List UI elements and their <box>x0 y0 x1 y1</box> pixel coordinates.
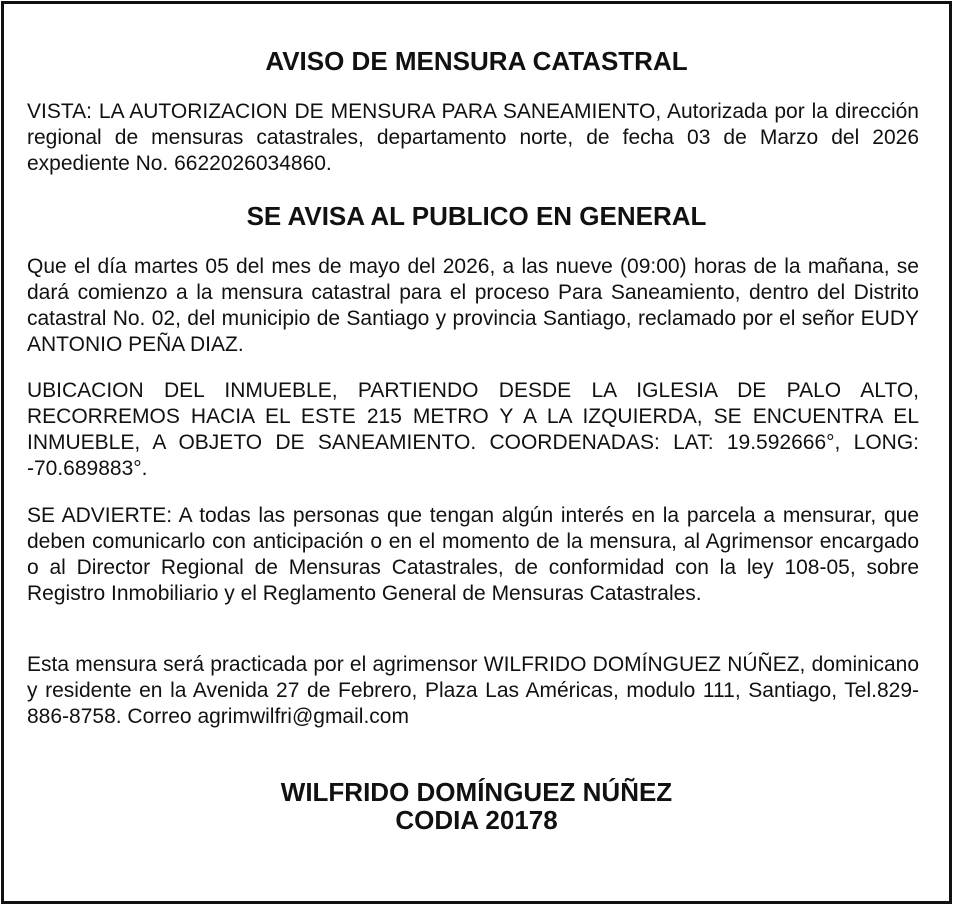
signature-name: WILFRIDO DOMÍNGUEZ NÚÑEZ <box>280 777 673 807</box>
signature-codia: CODIA 20178 <box>395 805 558 835</box>
notice-title: AVISO DE MENSURA CATASTRAL <box>265 46 688 76</box>
ubicacion-paragraph: UBICACION DEL INMUEBLE, PARTIENDO DESDE LA IGLESIA DE PALO ALTO, RECORREMOS HACIA EL ESTE 215 METRO Y A LA IZQUIERDA, SE ENCUENTRA EL INMUEBLE, A OBJETO DE SANEAMIENTO. COORDENADAS: LAT: 19.592666°, LONG: -70.689883°. <box>27 379 919 480</box>
agrimensor-paragraph: Esta mensura será practicada por el agrimensor WILFRIDO DOMÍNGUEZ NÚÑEZ, dominicano y residente en la Avenida 27 de Febrero, Plaza Las Américas, modulo 111, Santiago, Tel.829-886-8758. Correo agrimwilfri@gmail.com <box>27 653 919 728</box>
advertencia-paragraph: SE ADVIERTE: A todas las personas que tengan algún interés en la parcela a mensurar, que deben comunicarlo con anticipación o en el momento de la mensura, al Agrimensor encargado o al Director Regional de Mensuras Catastrales, de conformidad con la ley 108-05, sobre Registro Inmobiliario y el Reglamento General de Mensuras Catastrales. <box>27 504 919 605</box>
notice-box <box>1 1 952 904</box>
vista-paragraph: VISTA: LA AUTORIZACION DE MENSURA PARA SANEAMIENTO, Autorizada por la dirección regional de mensuras catastrales, departamento norte, de fecha 03 de Marzo del 2026 expediente No. 6622026034860. <box>27 100 919 175</box>
notice-subtitle: SE AVISA AL PUBLICO EN GENERAL <box>246 201 707 231</box>
mensura-date-paragraph: Que el día martes 05 del mes de mayo del 2026, a las nueve (09:00) horas de la mañana, se dará comienzo a la mensura catastral para el proceso Para Saneamiento, dentro del Distrito catastral No. 02, del municipio de Santiago y provincia Santiago, reclamado por el señor EUDY ANTONIO PEÑA DIAZ. <box>27 255 919 356</box>
